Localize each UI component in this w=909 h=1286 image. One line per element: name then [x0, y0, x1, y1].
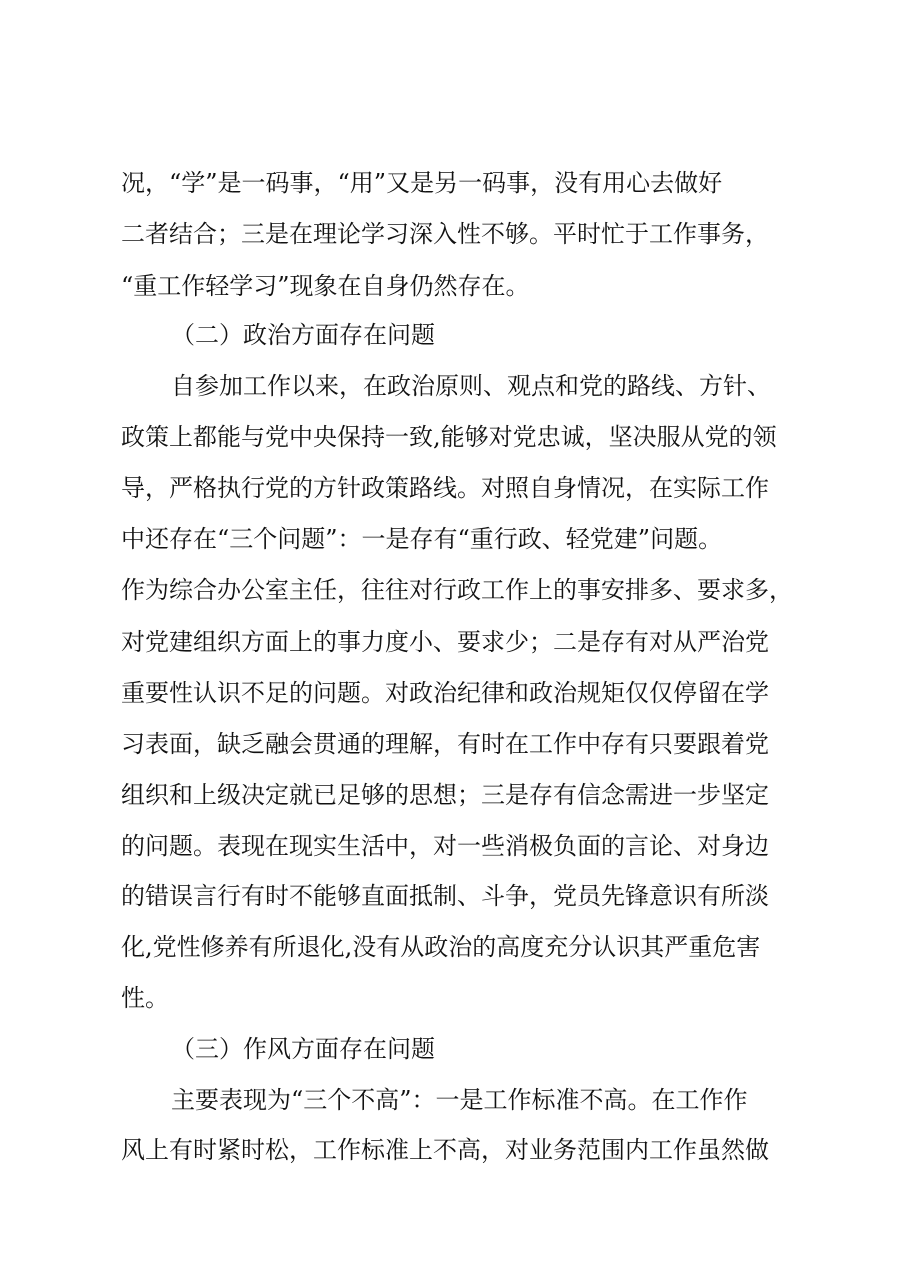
section-heading-workstyle: （三）作风方面存在问题	[171, 1035, 435, 1063]
text-line-11: 重要性认识不足的问题。对政治纪律和政治规矩仅仅停留在学	[121, 679, 769, 707]
text-line-6: 政策上都能与党中央保持一致,能够对党忠诚，坚决服从党的领	[121, 423, 777, 451]
text-line-9: 作为综合办公室主任，往往对行政工作上的事安排多、要求多，	[121, 576, 793, 604]
text-line-8: 中还存在“三个问题”：一是存有“重行政、轻党建”问题。	[121, 525, 723, 553]
text-line-12: 习表面，缺乏融会贯通的理解，有时在工作中存有只要跟着党	[121, 730, 769, 758]
text-line-2: 二者结合；三是在理论学习深入性不够。平时忙于工作事务，	[121, 220, 769, 248]
text-line-10: 对党建组织方面上的事力度小、要求少；二是存有对从严治党	[121, 628, 769, 656]
text-line-20: 风上有时紧时松，工作标准上不高，对业务范围内工作虽然做	[121, 1136, 769, 1164]
text-line-7: 导，严格执行党的方针政策路线。对照自身情况，在实际工作	[121, 474, 769, 502]
text-line-3: “重工作轻学习”现象在自身仍然存在。	[121, 272, 530, 300]
text-line-17: 性。	[121, 984, 169, 1012]
text-line-1: 况，“学”是一码事，“用”又是另一码事，没有用心去做好	[121, 169, 723, 197]
section-heading-political: （二）政治方面存在问题	[171, 321, 435, 349]
text-line-14: 的问题。表现在现实生活中，对一些消极负面的言论、对身边	[121, 832, 769, 860]
text-line-19: 主要表现为“三个不高”：一是工作标准不高。在工作作	[171, 1086, 748, 1114]
text-line-13: 组织和上级决定就已足够的思想；三是存有信念需进一步坚定	[121, 781, 769, 809]
text-line-16: 化,党性修养有所退化,没有从政治的高度充分认识其严重危害	[121, 933, 761, 961]
text-line-5: 自参加工作以来，在政治原则、观点和党的路线、方针、	[171, 372, 771, 400]
text-line-15: 的错误言行有时不能够直面抵制、斗争，党员先锋意识有所淡	[121, 882, 769, 910]
